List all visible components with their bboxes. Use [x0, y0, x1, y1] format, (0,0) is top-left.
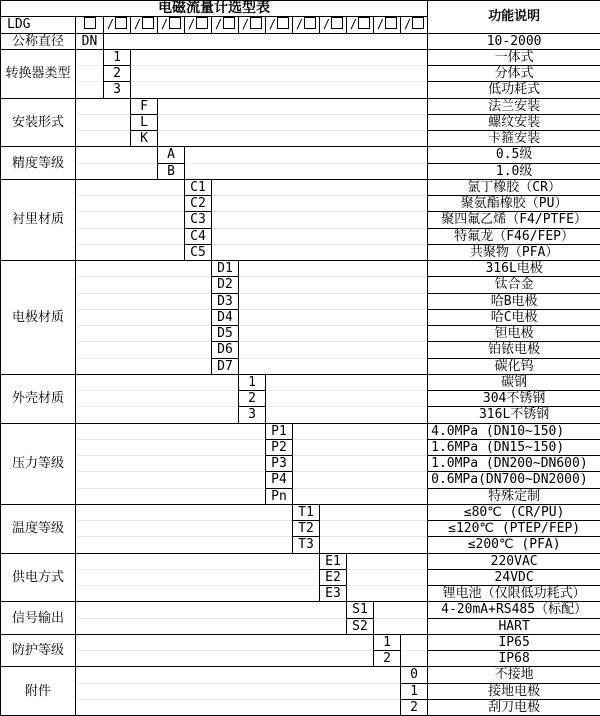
slash-separator: /: [241, 17, 250, 32]
option-code: D5: [212, 326, 239, 342]
option-desc: 1.0级: [428, 163, 600, 179]
option-code: D6: [212, 342, 239, 358]
blank-cell: [76, 261, 212, 277]
option-desc: 哈B电极: [428, 293, 600, 309]
blank-cell: [76, 228, 185, 244]
option-code: Pn: [266, 488, 293, 504]
table-row: [1, 309, 600, 325]
option-code: D1: [212, 261, 239, 277]
table-row: [1, 179, 600, 195]
table-row: [1, 244, 600, 260]
blank-cell: [131, 82, 428, 98]
option-desc: ≤80℃ (CR/PU): [428, 504, 600, 520]
option-code: 0: [401, 667, 428, 683]
option-code: D3: [212, 293, 239, 309]
option-code: P4: [266, 472, 293, 488]
blank-cell: [76, 618, 347, 634]
table-row: [1, 634, 600, 650]
blank-cell: [76, 179, 185, 195]
blank-cell: [266, 374, 428, 390]
option-desc: 卡箍安装: [428, 131, 600, 147]
blank-cell: [76, 553, 320, 569]
option-code: A: [158, 147, 185, 163]
option-desc: 钽电极: [428, 326, 600, 342]
blank-cell: [76, 651, 374, 667]
group-label: 供电方式: [1, 553, 76, 602]
blank-cell: [212, 228, 428, 244]
option-code: E3: [320, 586, 347, 602]
option-code: 1: [104, 49, 131, 65]
table-row: [1, 618, 600, 634]
option-desc: 0.5级: [428, 147, 600, 163]
option-desc: 低功耗式: [428, 82, 600, 98]
table-row: [1, 504, 600, 520]
option-desc: 316L电极: [428, 261, 600, 277]
option-code: C5: [185, 244, 212, 260]
table-row: [1, 423, 600, 439]
model-box-cell: [158, 17, 185, 33]
slash-separator: /: [322, 17, 331, 32]
option-desc: 刮刀电极: [428, 699, 600, 715]
option-code: E1: [320, 553, 347, 569]
code-box-icon: [412, 17, 424, 29]
model-box-cell: [293, 17, 320, 33]
option-desc: 特氟龙（F46/FEP）: [428, 228, 600, 244]
option-code: 3: [104, 82, 131, 98]
option-desc: 锂电池（仅限低功耗式）: [428, 586, 600, 602]
code-box-icon: [196, 17, 208, 29]
blank-cell: [320, 521, 428, 537]
table-row: [1, 374, 600, 390]
blank-cell: [212, 196, 428, 212]
group-label: 外壳材质: [1, 374, 76, 423]
model-box-cell: [185, 17, 212, 33]
code-box-icon: [169, 17, 181, 29]
option-code: 2: [401, 699, 428, 715]
blank-cell: [401, 651, 428, 667]
model-box-cell: [401, 17, 428, 33]
blank-cell: [76, 212, 185, 228]
slash-separator: /: [106, 17, 115, 32]
blank-cell: [266, 407, 428, 423]
blank-cell: [76, 114, 131, 130]
option-desc: 碳钢: [428, 374, 600, 390]
option-desc: 接地电极: [428, 683, 600, 699]
group-label: 压力等级: [1, 423, 76, 504]
group-label: 附件: [1, 667, 76, 716]
blank-cell: [239, 309, 428, 325]
code-box-icon: [223, 17, 235, 29]
blank-cell: [266, 391, 428, 407]
option-code: S2: [347, 618, 374, 634]
model-box-cell: [76, 17, 104, 33]
slash-separator: /: [376, 17, 385, 32]
option-code: 1: [401, 683, 428, 699]
table-row: [1, 683, 600, 699]
option-desc: 4-20mA+RS485（标配）: [428, 602, 600, 618]
blank-cell: [76, 309, 212, 325]
blank-cell: [293, 423, 428, 439]
blank-cell: [76, 537, 293, 553]
blank-cell: [239, 326, 428, 342]
blank-cell: [76, 699, 401, 715]
table-row: [1, 488, 600, 504]
option-code: D2: [212, 277, 239, 293]
blank-cell: [76, 293, 212, 309]
option-code: P3: [266, 456, 293, 472]
blank-cell: [212, 244, 428, 260]
table-row: [1, 651, 600, 667]
option-desc: 分体式: [428, 66, 600, 82]
table-title: 电磁流量计选型表: [158, 0, 271, 17]
option-code: L: [131, 114, 158, 130]
option-code: K: [131, 131, 158, 147]
blank-cell: [76, 326, 212, 342]
table-row: [1, 391, 600, 407]
blank-cell: [76, 131, 131, 147]
table-row: [1, 228, 600, 244]
blank-cell: [347, 569, 428, 585]
group-label: 电极材质: [1, 261, 76, 375]
model-box-cell: [239, 17, 266, 33]
blank-cell: [293, 472, 428, 488]
option-desc: ≤200℃ (PFA): [428, 537, 600, 553]
option-code: B: [158, 163, 185, 179]
option-desc: 聚氨酯橡胶（PU）: [428, 196, 600, 212]
option-desc: 共聚物（PFA）: [428, 244, 600, 260]
blank-cell: [239, 293, 428, 309]
option-desc: 1.0MPa (DN200~DN600): [428, 456, 600, 472]
option-desc: IP65: [428, 634, 600, 650]
blank-cell: [76, 667, 401, 683]
table-row: [1, 699, 600, 715]
model-box-cell: [212, 17, 239, 33]
option-desc: 304不锈钢: [428, 391, 600, 407]
group-label: 公称直径: [1, 33, 76, 49]
table-row: [1, 521, 600, 537]
table-row: [1, 342, 600, 358]
option-desc: 一体式: [428, 49, 600, 65]
table-row: [1, 66, 600, 82]
blank-cell: [76, 163, 158, 179]
blank-cell: [76, 82, 104, 98]
slash-separator: /: [187, 17, 196, 32]
slash-separator: /: [214, 17, 223, 32]
blank-cell: [239, 277, 428, 293]
table-row: [1, 277, 600, 293]
table-row: [1, 456, 600, 472]
option-desc: 220VAC: [428, 553, 600, 569]
option-desc: HART: [428, 618, 600, 634]
blank-cell: [76, 586, 320, 602]
model-code: LDG: [1, 17, 76, 33]
slash-separator: /: [133, 17, 142, 32]
option-code: P1: [266, 423, 293, 439]
blank-cell: [293, 456, 428, 472]
option-code: C3: [185, 212, 212, 228]
slash-separator: /: [268, 17, 277, 32]
blank-cell: [239, 358, 428, 374]
blank-cell: [76, 569, 320, 585]
code-box-icon: [250, 17, 262, 29]
option-desc: 1.6MPa (DN15~150): [428, 439, 600, 455]
blank-cell: [76, 147, 158, 163]
code-box-icon: [142, 17, 154, 29]
option-desc: 法兰安装: [428, 98, 600, 114]
table-row: [1, 196, 600, 212]
option-code: C1: [185, 179, 212, 195]
option-code: 2: [239, 391, 266, 407]
blank-cell: [76, 456, 266, 472]
table-row: [1, 33, 600, 49]
blank-cell: [320, 504, 428, 520]
option-desc: 4.0MPa (DN10~150): [428, 423, 600, 439]
blank-cell: [320, 537, 428, 553]
table-row: [1, 114, 600, 130]
code-box-icon: [277, 17, 289, 29]
option-code: P2: [266, 439, 293, 455]
option-code: E2: [320, 569, 347, 585]
table-row: [1, 163, 600, 179]
blank-cell: [76, 423, 266, 439]
option-desc: 铂铱电极: [428, 342, 600, 358]
option-desc: 0.6MPa(DN700~DN2000): [428, 472, 600, 488]
model-box-cell: [104, 17, 131, 33]
model-box-cell: [266, 17, 293, 33]
blank-cell: [158, 114, 428, 130]
slash-separator: /: [349, 17, 358, 32]
model-box-cell: [347, 17, 374, 33]
option-code: C2: [185, 196, 212, 212]
group-label: 温度等级: [1, 504, 76, 553]
blank-cell: [76, 504, 293, 520]
blank-cell: [104, 33, 428, 49]
slash-separator: /: [295, 17, 304, 32]
slash-separator: /: [160, 17, 169, 32]
slash-separator: /: [403, 17, 412, 32]
table-row: [1, 147, 600, 163]
table-row: [1, 569, 600, 585]
blank-cell: [131, 66, 428, 82]
group-label: 安装形式: [1, 98, 76, 147]
option-desc: 聚四氟乙烯（F4/PTFE）: [428, 212, 600, 228]
option-code: T1: [293, 504, 320, 520]
blank-cell: [76, 49, 104, 65]
table-row: [1, 586, 600, 602]
blank-cell: [374, 618, 428, 634]
table-row: [1, 212, 600, 228]
blank-cell: [212, 212, 428, 228]
table-row: [1, 261, 600, 277]
option-code: T2: [293, 521, 320, 537]
blank-cell: [212, 179, 428, 195]
blank-cell: [76, 439, 266, 455]
code-box-icon: [358, 17, 370, 29]
option-code: 2: [104, 66, 131, 82]
blank-cell: [347, 553, 428, 569]
table-row: [1, 326, 600, 342]
blank-cell: [76, 342, 212, 358]
blank-cell: [76, 244, 185, 260]
option-code: F: [131, 98, 158, 114]
option-desc: 钛合金: [428, 277, 600, 293]
option-code: 2: [374, 651, 401, 667]
option-desc: 螺纹安装: [428, 114, 600, 130]
blank-cell: [76, 66, 104, 82]
code-box-icon: [115, 17, 127, 29]
table-row: [1, 553, 600, 569]
table-row: [1, 667, 600, 683]
blank-cell: [158, 131, 428, 147]
option-code: D7: [212, 358, 239, 374]
option-desc: 316L不锈钢: [428, 407, 600, 423]
model-box-cell: [320, 17, 347, 33]
blank-cell: [76, 374, 239, 390]
blank-cell: [76, 277, 212, 293]
blank-cell: [76, 391, 239, 407]
blank-cell: [239, 261, 428, 277]
option-desc: 特殊定制: [428, 488, 600, 504]
option-code: T3: [293, 537, 320, 553]
table-row: [1, 131, 600, 147]
option-desc: ≤120℃ (PTEP/FEP): [428, 521, 600, 537]
table-row: [1, 82, 600, 98]
table-row: [1, 293, 600, 309]
option-code: 3: [239, 407, 266, 423]
code-box-icon: [331, 17, 343, 29]
table-row: [1, 537, 600, 553]
group-label: 衬里材质: [1, 179, 76, 260]
blank-cell: [76, 683, 401, 699]
blank-cell: [185, 163, 428, 179]
blank-cell: [185, 147, 428, 163]
blank-cell: [76, 488, 266, 504]
blank-cell: [76, 407, 239, 423]
option-code: S1: [347, 602, 374, 618]
group-label: 精度等级: [1, 147, 76, 180]
model-box-cell: [374, 17, 401, 33]
option-code: DN: [76, 33, 104, 49]
code-box-icon: [385, 17, 397, 29]
option-code: 1: [374, 634, 401, 650]
table-row: [1, 439, 600, 455]
group-label: 信号输出: [1, 602, 76, 635]
blank-cell: [158, 98, 428, 114]
option-desc: 不接地: [428, 667, 600, 683]
option-desc: 哈C电极: [428, 309, 600, 325]
group-label: 转换器类型: [1, 49, 76, 98]
blank-cell: [347, 586, 428, 602]
option-desc: 10-2000: [428, 33, 600, 49]
option-desc: 24VDC: [428, 569, 600, 585]
option-code: C4: [185, 228, 212, 244]
blank-cell: [401, 634, 428, 650]
blank-cell: [76, 634, 374, 650]
blank-cell: [76, 472, 266, 488]
blank-cell: [239, 342, 428, 358]
option-desc: 氯丁橡胶（CR）: [428, 179, 600, 195]
option-code: 1: [239, 374, 266, 390]
table-row: [1, 358, 600, 374]
code-box-icon: [304, 17, 316, 29]
blank-cell: [76, 98, 131, 114]
table-row: [1, 407, 600, 423]
blank-cell: [293, 439, 428, 455]
function-column-header: 功能说明: [428, 1, 600, 34]
blank-cell: [131, 49, 428, 65]
model-box-cell: [131, 17, 158, 33]
option-desc: IP68: [428, 651, 600, 667]
blank-cell: [76, 196, 185, 212]
blank-cell: [374, 602, 428, 618]
option-code: D4: [212, 309, 239, 325]
blank-cell: [76, 358, 212, 374]
table-row: [1, 472, 600, 488]
blank-cell: [76, 602, 347, 618]
group-label: 防护等级: [1, 634, 76, 667]
table-row: [1, 98, 600, 114]
table-row: [1, 602, 600, 618]
option-desc: 碳化钨: [428, 358, 600, 374]
blank-cell: [293, 488, 428, 504]
code-box-icon: [84, 17, 96, 29]
blank-cell: [76, 521, 293, 537]
table-row: [1, 49, 600, 65]
